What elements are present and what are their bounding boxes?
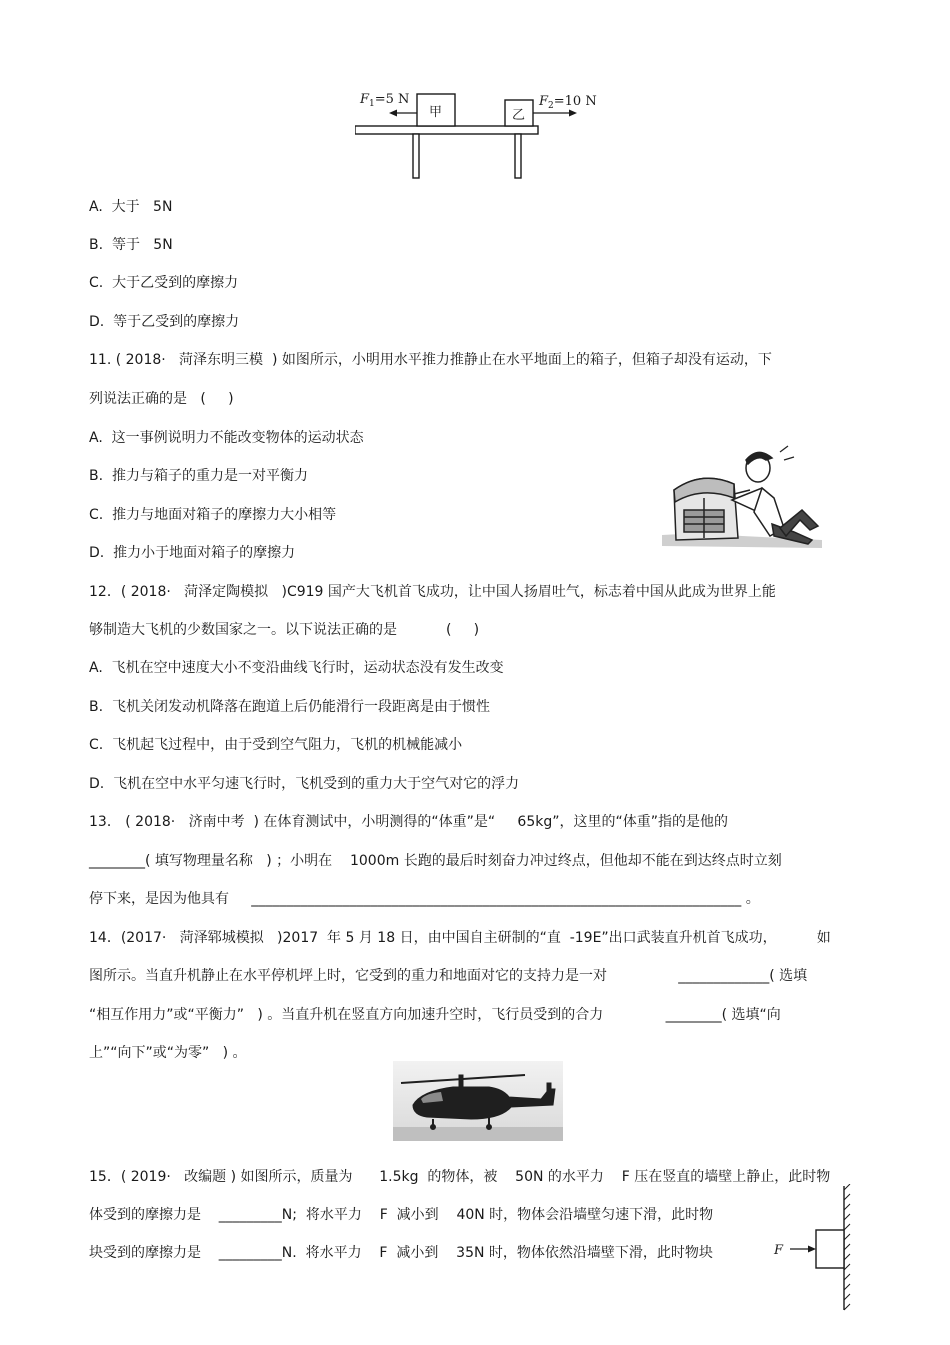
- q12-stem-line2: 够制造大飞机的少数国家之一。以下说法正确的是 ( ): [89, 622, 480, 638]
- q11-option-b: B. 推力与箱子的重力是一对平衡力: [89, 468, 308, 484]
- q15-stem-line1: 15．( 2019· 改编题 ) 如图所示，质量为 1.5kg 的物体，被 50N 的水平力 F 压在竖直的墙壁上静止，此时物: [89, 1169, 831, 1185]
- q12-option-b: B. 飞机关闭发动机降落在跑道上后仍能滑行一段距离是由于惯性: [89, 699, 490, 715]
- q10-option-d: D. 等于乙受到的摩擦力: [89, 314, 240, 330]
- person: [732, 452, 818, 544]
- block-yi-label: 乙: [512, 108, 526, 123]
- q11-stem-line2: 列说法正确的是 ( ): [89, 391, 234, 407]
- q13-stem-line3: 停下来，是因为他具有 ______________________________________________________________________ 。: [89, 891, 760, 907]
- q12-option-d: D. 飞机在空中水平匀速飞行时，飞机受到的重力大于空气对它的浮力: [89, 776, 520, 792]
- table-blocks-figure: [355, 86, 615, 182]
- force-f-label: F: [774, 1243, 784, 1258]
- q12-option-a: A. 飞机在空中速度大小不变沿曲线飞行时，运动状态没有发生改变: [89, 660, 504, 676]
- q14-stem-line2: 图所示。当直升机静止在水平停机坪上时，它受到的重力和地面对它的支持力是一对 _____________( 选填: [89, 968, 808, 984]
- wall: [844, 1184, 850, 1310]
- block-jia-label: 甲: [429, 105, 443, 120]
- f2-label: $F_2=10$ N: [539, 94, 597, 111]
- f1-label: $F_1=5$ N: [360, 92, 410, 109]
- q14-stem-line3: “相互作用力”或“平衡力” ) 。当直升机在竖直方向加速升空时，飞行员受到的合力 ________( 选填“向: [89, 1007, 781, 1023]
- q12-option-c: C. 飞机起飞过程中，由于受到空气阻力，飞机的机械能减小: [89, 737, 463, 753]
- force-arrow-f: [790, 1246, 816, 1253]
- q11-option-c: C. 推力与地面对箱子的摩擦力大小相等: [89, 507, 337, 523]
- q12-stem-line1: 12．( 2018· 菏泽定陶模拟 )C919 国产大飞机首飞成功，让中国人扬眉吐气，标志着中国从此成为世界上能: [89, 584, 776, 600]
- q11-stem-line1: 11. ( 2018· 菏泽东明三模 ) 如图所示，小明用水平推力推静止在水平地面上的箱子，但箱子却没有运动，下: [89, 352, 772, 368]
- force-arrow-f1: [389, 110, 417, 117]
- chest: [674, 478, 738, 540]
- q15-stem-line3: 块受到的摩擦力是 _________N. 将水平力 F 减小到 35N 时，物体依然沿墙壁下滑，此时物块: [89, 1245, 713, 1261]
- table: [355, 126, 538, 178]
- q13-stem-line2: ________( 填写物理量名称 ) ；小明在 1000m 长跑的最后时刻奋力冲过终点，但他却不能在到达终点时立刻: [89, 853, 782, 869]
- q10-option-a: A. 大于 5N: [89, 199, 173, 215]
- q13-stem-line1: 13． ( 2018· 济南中考 ) 在体育测试中，小明测得的“体重”是“ 65kg”，这里的“体重”指的是他的: [89, 814, 728, 830]
- wall-block-figure: [770, 1184, 860, 1314]
- force-arrow-f2: [533, 110, 577, 117]
- helicopter-photo: [393, 1061, 563, 1141]
- q10-option-c: C. 大于乙受到的摩擦力: [89, 275, 239, 291]
- q14-stem-line1: 14．(2017· 菏泽郓城模拟 )2017 年 5 月 18 日，由中国自主研制的“直 -19E”出口武装直升机首飞成功， 如: [89, 930, 831, 946]
- q11-option-d: D. 推力小于地面对箱子的摩擦力: [89, 545, 296, 561]
- man-pushing-box-figure: [662, 440, 824, 550]
- q10-option-b: B. 等于 5N: [89, 237, 173, 253]
- q14-stem-line4: 上”“向下”或“为零” ) 。: [89, 1045, 247, 1061]
- block: [816, 1230, 844, 1268]
- q11-option-a: A. 这一事例说明力不能改变物体的运动状态: [89, 430, 364, 446]
- q15-stem-line2: 体受到的摩擦力是 _________N; 将水平力 F 减小到 40N 时，物体会沿墙壁匀速下滑，此时物: [89, 1207, 714, 1223]
- motion-marks: [780, 446, 794, 460]
